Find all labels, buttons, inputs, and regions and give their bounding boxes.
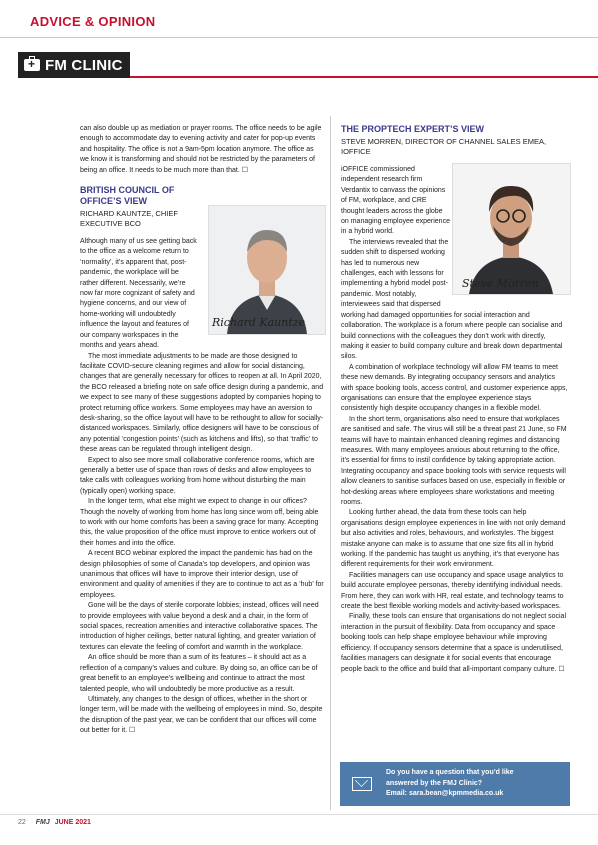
right-paragraph: Looking further ahead, the data from these tools can help organisations design employee experiences in line with not only demand but also activities and roles, behaviours, and workstyles. The biggest mistake anyone can make is to assume that one size fits all in hybrid working. If the pandemic has taught us anything, it’s that everyone has different requirements for their work environment. — [341, 509, 566, 569]
medical-case-icon — [24, 59, 40, 71]
top-rule — [0, 37, 598, 38]
column-divider — [330, 116, 331, 810]
cta-line: Do you have a question that you’d like — [386, 769, 514, 776]
cta-text — [386, 768, 514, 800]
cta-line: answered by the FMJ Clinic? — [386, 779, 483, 787]
right-paragraph: A combination of workplace technology will allow FM teams to meet these new demands. By integrating occupancy sensors and analytics with space booking tools, access control, and customer experience apps, organisations can ensure that the employee experience stays consistently high despite occupancy changes in a flexible model. — [341, 363, 568, 413]
steve-signature: Steve Morren — [462, 277, 539, 290]
page-number: 22 — [18, 819, 26, 826]
bco-byline: RICHARD KAUNTZE, CHIEF EXECUTIVE BCO — [80, 209, 178, 229]
envelope-icon — [352, 777, 372, 791]
portrait-illustration — [209, 206, 325, 334]
richard-signature: Richard Kauntze — [212, 316, 306, 329]
right-paragraph: Facilities managers can use occupancy and space usage analytics to build accurate employee personas, thereby identifying individual needs. From here, they can work with HR, real estate, and technology teams to create the best flexible working models and activity-based workspaces. — [341, 571, 564, 611]
issue-date: JUNE 2021 — [54, 819, 91, 826]
left-paragraph: In the longer term, what else might we expect to change in our offices? Though the novelty of working from home has long since worn off, being able to work with our home comforts has been a saving grace for many. Accepting this, the value proposition of the office must improve to entice workers out of their homes and into the office. — [80, 498, 319, 547]
proptech-heading: THE PROPTECH EXPERT’S VIEW — [341, 124, 485, 134]
page-footer — [18, 819, 91, 826]
clinic-title: FM CLINIC — [45, 56, 123, 74]
left-paragraph: The most immediate adjustments to be made are those designed to facilitate COVID-secure cleaning regimes and allow for social distancing, changes that are generally necessary for offices to reopen at all. In April 2020, the BCO released a briefing note on safe office design during a pandemic, and we expect to see many of these suggestions adopted by companies hoping to protect returning office workers. Some employees may have an aversion to desk-sharing, so the office layout will have to be rethought to allow for socially-distanced workspaces. Similarly, office designers will have to be conscious of any potential ‘congestion points’ (such as kitchens and lifts), so that ‘traffic’ to these areas can be regulated through intelligent design. — [80, 352, 324, 454]
left-paragraph: Expect to also see more small collaborative conference rooms, which are generally a better use of space than rows of desks and allow employees to take calls with colleagues working from home without disturbing the main (typically open) working space. — [80, 456, 315, 495]
clinic-question-box — [340, 762, 570, 806]
steve-morren-photo — [452, 163, 571, 295]
right-paragraph: iOFFICE commissioned independent research firm Verdantix to canvass the opinions of FM, workplace, and CRE thought leaders across the globe on managing employee experience in a hybrid world. — [341, 166, 450, 236]
left-paragraph: An office should be more than a sum of its features – it should act as a reflection of a company’s values and culture. By doing so, an office can be of great benefit to an employee’s wellbeing and continue to attract the most talented people, who will undoubtedly be more productive as a result. — [80, 654, 318, 693]
fm-clinic-tab — [18, 52, 130, 78]
intro-paragraph: can also double up as mediation or prayer rooms. The office needs to be agile enough to accommodate day to evening activity and cater for pop-up events and hospitality. The office is not a 9am-5pm location anymore. The office as we know it is transforming and should not be restricted by the parameters of being an office. It needs to be much more than that. ☐ — [80, 125, 322, 174]
bco-heading: BRITISH COUNCIL OF OFFICE’S VIEW — [80, 185, 175, 207]
right-paragraph: In the short term, organisations also need to ensure that workplaces are sanitised and safe. The virus will still be a threat past 21 June, so FM teams will have to maintain enhanced cleaning regimes and distancing measures. With many employees anxious about returning to the office, it’s essential for firms to instil confidence by taking appropriate action. Integrating occupancy and space booking tools with service requests will allow cleaners to sanitise surfaces based on use, especially in flexible or hot-desking areas where employees share workstations and meeting rooms. — [341, 415, 567, 506]
left-paragraph: Ultimately, any changes to the design of offices, whether in the short or longer term, will be made with the wellbeing of employees in mind. So, despite the disruption of the past year, we can be confident that our offices will come out better for it. ☐ — [80, 695, 323, 735]
left-paragraph: A recent BCO webinar explored the impact the pandemic has had on the design philosophies of some of Canada’s top developers, and opinion was unanimous that offices will have to improve their interior design, use of environment and quality of amenities if they are to continue to act as a ‘hub’ for employees. — [80, 550, 324, 599]
bottom-rule — [0, 814, 598, 815]
right-paragraph: The interviews revealed that the sudden shift to dispersed working has led to numerous new challenges, each with lessons for implementing a hybrid model post-pandemic. Most notably, interviewees said that dispersed working had damaged opportunities for social interaction and collaboration. The workplace is a forum where people can socialise and build connections with the colleagues they don’t work with directly, making it easier to build company culture and break down departmental silos. — [341, 238, 563, 361]
proptech-byline: STEVE MORREN, DIRECTOR OF CHANNEL SALES EMEA, IOFFICE — [341, 137, 547, 156]
section-label: ADVICE & OPINION — [30, 14, 156, 29]
fmj-logo: FMJ — [35, 819, 50, 826]
accent-rule — [130, 76, 598, 78]
cta-email[interactable]: Email: sara.bean@kpmmedia.co.uk — [386, 790, 504, 797]
left-paragraph: Although many of us see getting back to the office as a welcome return to ‘normality’, it’s apparent that, post-pandemic, the workplace will be rather different. Necessarily, we’re now far more cognizant of safety and hygiene concerns, and our view of home-working will undoubtedly influence the layout and features of our company workspaces in the months and years ahead. — [80, 238, 197, 350]
right-paragraph: Finally, these tools can ensure that organisations do not neglect social interaction in the pursuit of flexibility. Data from occupancy and space booking tools can help shape employee behaviour while improving efficiency. If occupancy sensors determine that a space is underutilised, facilities managers can designate it for social events that encourage people back to the office and build that all-important company culture. ☐ — [341, 613, 566, 673]
portrait-illustration — [453, 164, 570, 294]
left-paragraph: Gone will be the days of sterile corporate lobbies; instead, offices will need to provide employees with value beyond a desk and a chair, in the form of social spaces, recreation amenities and interactive collaborative spaces. The introduction of higher ceilings, better natural lighting, and greater variation of textures can elevate the feeling of comfort and warmth in the workplace. — [80, 602, 319, 651]
